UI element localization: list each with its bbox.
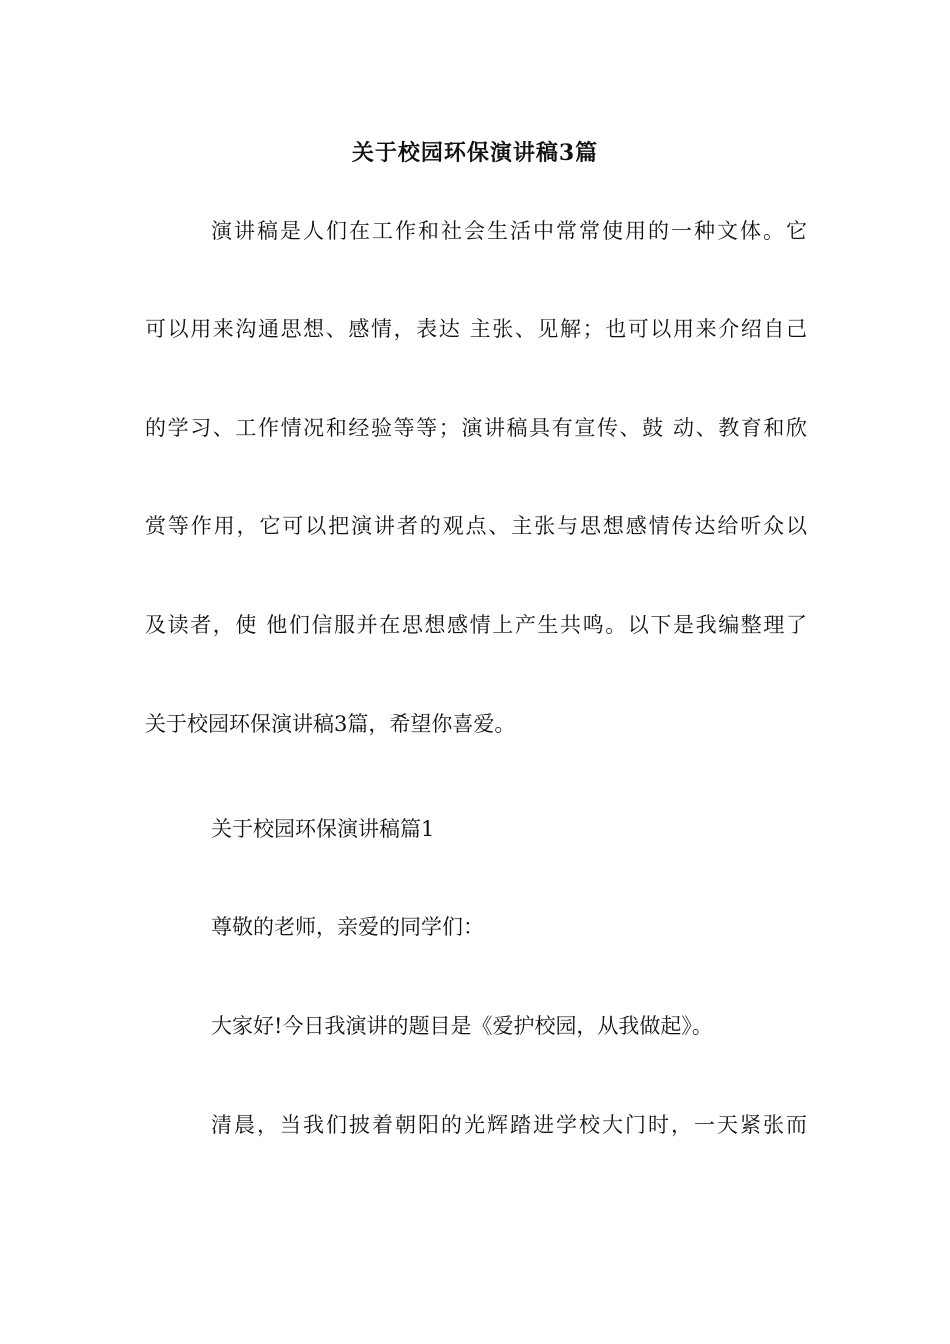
intro-line-3: 的学习、工作情况和经验等等；演讲稿具有宣传、鼓 动、教育和欣: [145, 416, 807, 440]
salutation: 尊敬的老师，亲爱的同学们：: [211, 915, 484, 939]
intro-line-6: 关于校园环保演讲稿3篇，希望你喜爱。: [145, 712, 516, 736]
body-line: 清晨，当我们披着朝阳的光辉踏进学校大门时，一天紧张而: [211, 1113, 807, 1137]
intro-line-4: 赏等作用，它可以把演讲者的观点、主张与思想感情传达给听众以: [145, 514, 807, 538]
intro-line-2: 可以用来沟通思想、感情，表达 主张、见解；也可以用来介绍自己: [145, 317, 807, 341]
greeting-line: 大家好!今日我演讲的题目是《爱护校园，从我做起》。: [211, 1014, 713, 1038]
intro-line-1: 演讲稿是人们在工作和社会生活中常常使用的一种文体。它: [211, 219, 807, 243]
document-title: 关于校园环保演讲稿3篇: [351, 140, 599, 166]
intro-line-5: 及读者，使 他们信服并在思想感情上产生共鸣。以下是我编整理了: [145, 613, 807, 637]
section-heading: 关于校园环保演讲稿篇1: [211, 817, 435, 841]
